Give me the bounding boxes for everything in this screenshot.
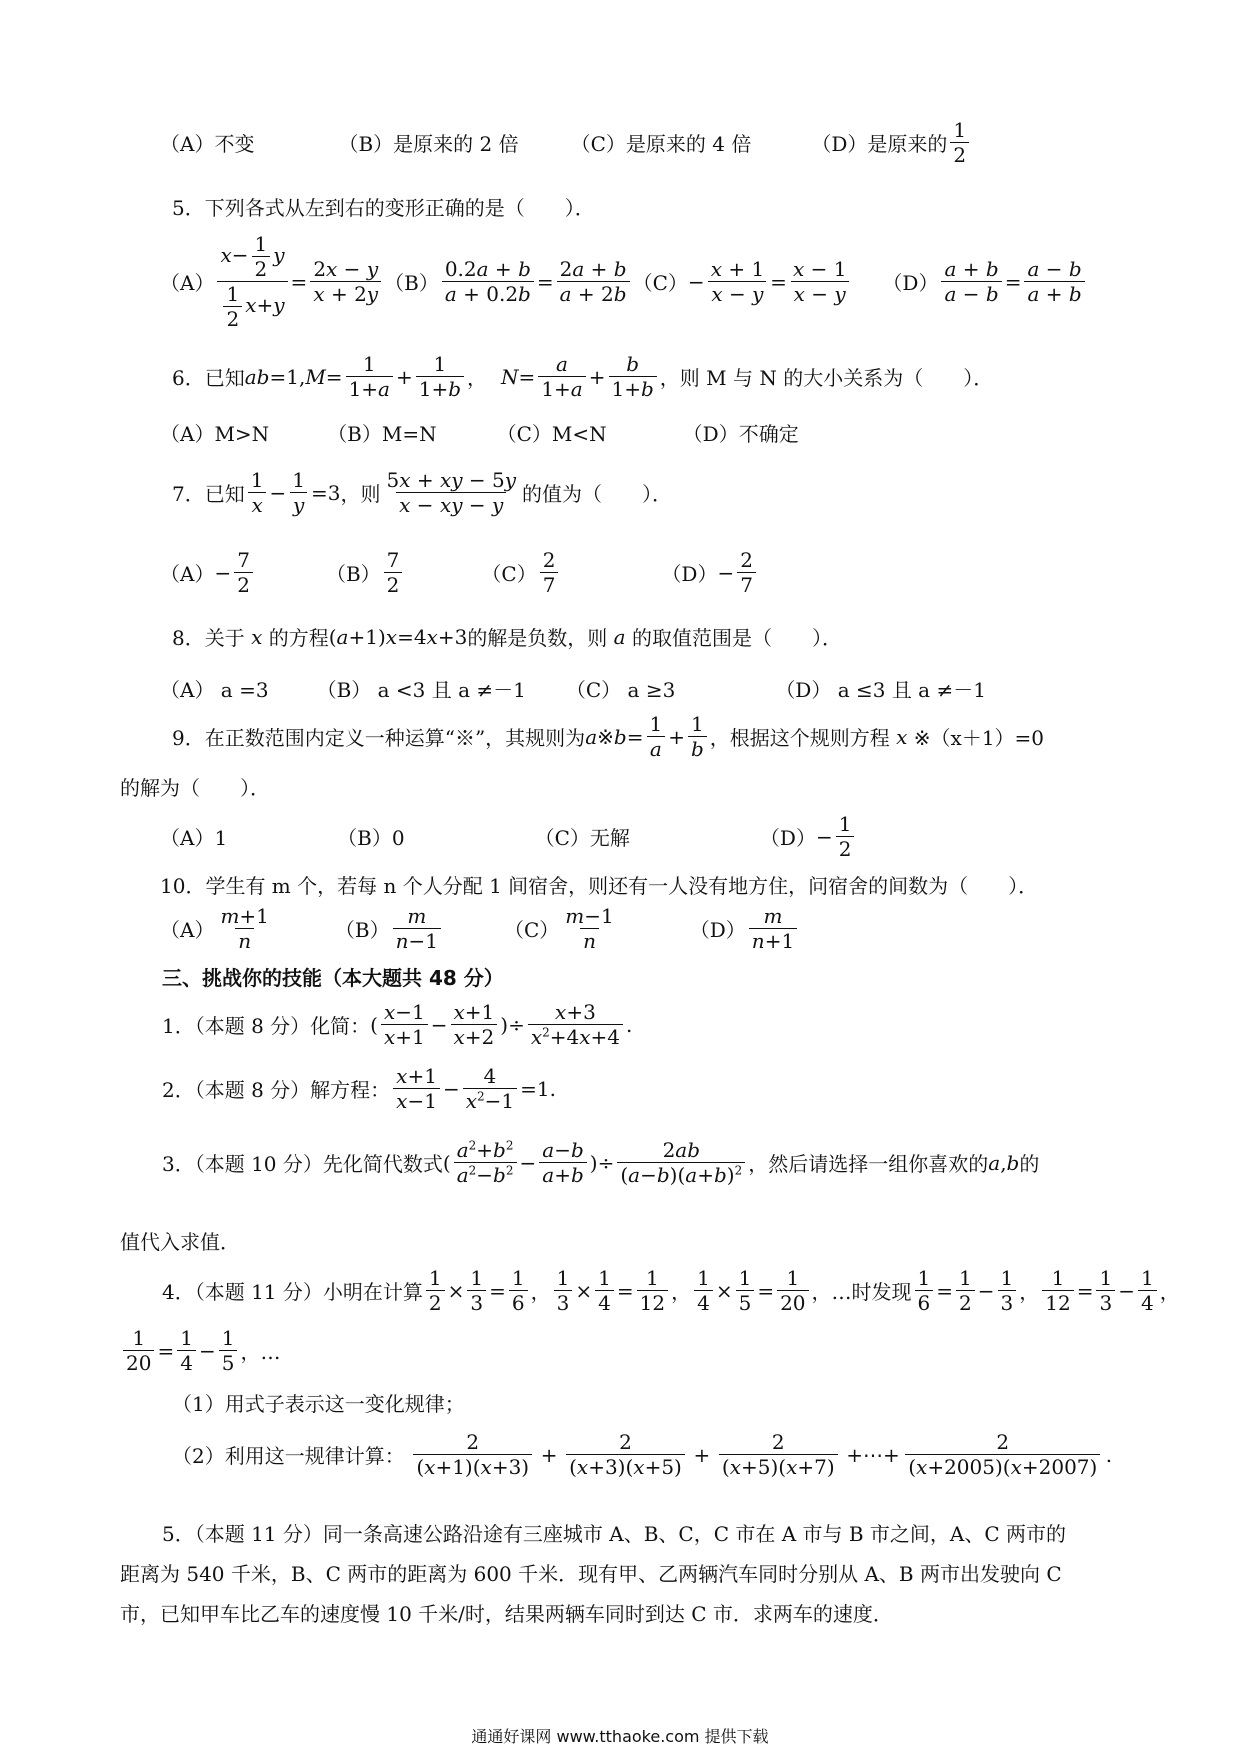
p4-sub2: （2）利用这一规律计算： $\frac{2}{(x+1)(x+3)}$ + $\frac{2}{(x+3)(x+5)}$ + $\frac{2}{(x+5)(x+7)}$ +⋯+ $\frac{2}{(x+2005)(x+2007)}$ . xyxy=(172,1430,1113,1479)
q9-stem-line2: 的解为（ ）． xyxy=(120,776,270,800)
p4-stem-b: …时发现 xyxy=(831,1280,912,1304)
q6-option-d: （D）不确定 xyxy=(682,422,799,446)
p3-stem-c: 的 xyxy=(1019,1152,1040,1176)
fraction: x− $\frac{1}{2}$ y $\frac{1}{2}$ x+y xyxy=(217,232,287,331)
q9-option-b: （B）0 xyxy=(337,826,405,850)
fraction: $\frac{x-1}{x+1}$ xyxy=(381,1000,428,1049)
q8-stem-a: 8．关于 xyxy=(172,626,245,650)
fraction: $\frac{1}{1+b}$ xyxy=(416,352,464,401)
q10-stem: 10．学生有 m 个，若每 n 个人分配 1 间宿舍，则还有一人没有地方住，问宿舍的间数为（ ）． xyxy=(160,874,1039,898)
q7-stem: 7．已知 $\frac{1}{x}$ − $\frac{1}{y}$ =3 ，则 $\frac{5x + xy - 5y}{x - xy - y}$ 的值为（ ）． xyxy=(172,468,673,517)
fraction: $\frac{1}{a}$ xyxy=(646,712,665,761)
p4: 4．（本题 11 分）小明在计算 $\frac{1}{2}$ × $\frac{1}{3}$ = $\frac{1}{6}$ ， $\frac{1}{3}$ × $\frac{1}{4}$ = $\frac{1}{12}$ ， $\frac{1}{4}$ × $\frac{1}{5}$ = $\frac{1}{20}$ ， …时发现 $\frac{1}{6}$ = $\frac{1}{2}$ − $\frac{1}{3}$ ， $\frac{1}{12}$ = $\frac{1}{3}$ − $\frac{1}{4}$ ， xyxy=(162,1266,1180,1315)
q8-stem: 8．关于 x 的方程 ( a +1) x =4 x +3 的解是负数，则 a 的取值范围是（ ）． xyxy=(172,622,842,651)
q7-label-c: （C） xyxy=(481,562,537,586)
q8-stem-b: 的方程 xyxy=(268,626,329,650)
q6-stem-b: ，则 M 与 N 的大小关系为（ ）． xyxy=(659,366,994,390)
fraction: $\frac{m}{n-1}$ xyxy=(393,904,441,953)
q9-stem-c: ※（x＋1）=0 xyxy=(913,726,1045,750)
q5-label-d: （D） xyxy=(882,271,939,295)
q4-option-d: （D）是原来的 xyxy=(811,132,948,156)
q10-label-c: （C） xyxy=(503,918,560,942)
q5-label-b: （B） xyxy=(384,271,439,295)
footer: 通通好课网 www.tthaoke.com 提供下载 xyxy=(471,1727,769,1746)
q9-stem-a: 9．在正数范围内定义一种运算“※”，其规则为 xyxy=(172,726,586,750)
fraction: $\frac{1}{1+a}$ xyxy=(346,352,393,401)
q7-stem-b: ，则 xyxy=(340,482,381,506)
p1-stem: 1．（本题 8 分）化简： xyxy=(162,1014,371,1038)
q10-label-d: （D） xyxy=(689,918,746,942)
q4-option-b: （B）是原来的 2 倍 xyxy=(338,132,519,156)
fraction: $\frac{2a + b}{a + 2b}$ xyxy=(557,257,630,306)
fraction: $\frac{a + b}{a - b}$ xyxy=(941,257,1001,306)
fraction: $\frac{x - 1}{x - y}$ xyxy=(790,257,849,306)
fraction: $\frac{m+1}{n}$ xyxy=(220,904,269,953)
p5-line1: 5．（本题 11 分）同一条高速公路沿途有三座城市 A、B、C，C 市在 A 市与 B 市之间，A、C 两市的 xyxy=(162,1522,1067,1546)
q7-stem-c: 的值为（ ）． xyxy=(522,482,673,506)
fraction: $\frac{a - b}{a + b}$ xyxy=(1024,257,1084,306)
q7-label-d: （D） xyxy=(661,562,718,586)
q9-option-c: （C）无解 xyxy=(534,826,630,850)
fraction: $\frac{1}{2}$ xyxy=(950,118,969,167)
q7-label-b: （B） xyxy=(325,562,381,586)
p4-line2: $\frac{1}{20}$ = $\frac{1}{4}$ − $\frac{1}{5}$ ，… xyxy=(120,1326,280,1375)
q6-option-b: （B）M=N xyxy=(327,422,437,446)
fraction: $\frac{x+3}{x^2+4x+4}$ xyxy=(528,1000,623,1049)
q5-stem: 5．下列各式从左到右的变形正确的是（ ）． xyxy=(172,196,595,220)
fraction: $\frac{a^2+b^2}{a^2-b^2}$ xyxy=(454,1138,517,1187)
q9-stem: 9．在正数范围内定义一种运算“※”，其规则为 a ※ b = $\frac{1}{a}$ + $\frac{1}{b}$ ，根据这个规则方程 x ※（x＋1）=0 xyxy=(172,712,1045,761)
q8-stem-d: 的取值范围是（ ）． xyxy=(631,626,842,650)
q7-options: （A） − $\frac{7}{2}$ （B） $\frac{7}{2}$ （C） $\frac{2}{7}$ （D） − $\frac{2}{7}$ xyxy=(160,548,759,597)
q9-options: （A）1 （B）0 （C）无解 （D） − $\frac{1}{2}$ xyxy=(160,812,857,861)
q4-option-a: （A）不变 xyxy=(160,132,255,156)
fraction: $\frac{m}{n+1}$ xyxy=(749,904,797,953)
q5-label-c: （C） xyxy=(632,271,688,295)
p5-line2: 距离为 540 千米，B、C 两市的距离为 600 千米．现有甲、乙两辆汽车同时分别从 A、B 两市出发驶向 C xyxy=(120,1562,1062,1586)
p2-stem: 2．（本题 8 分）解方程： xyxy=(162,1078,391,1102)
fraction: $\frac{2x - y}{x + 2y}$ xyxy=(310,257,381,306)
p3-stem-a: 3．（本题 10 分）先化简代数式 xyxy=(162,1152,443,1176)
q4-options xyxy=(160,118,972,167)
fraction: $\frac{b}{1+b}$ xyxy=(609,352,657,401)
p3-stem-b: ，然后请选择一组你喜欢的 xyxy=(748,1152,989,1176)
q8-option-d: （D） a ≤3 且 a ≠－1 xyxy=(775,678,986,702)
fraction: $\frac{m-1}{n}$ xyxy=(565,904,614,953)
q8-option-c: （C） a ≥3 xyxy=(565,678,676,702)
q5-label-a: （A） xyxy=(160,271,215,295)
p3: 3．（本题 10 分）先化简代数式 ( $\frac{a^2+b^2}{a^2-b^2}$ − $\frac{a-b}{a+b}$ )÷ $\frac{2ab}{(a-b)(a+b)^2}$ ，然后请选择一组你喜欢的 a , b 的 xyxy=(162,1138,1040,1187)
fraction: $\frac{0.2a + b}{a + 0.2b}$ xyxy=(442,257,534,306)
q8-options xyxy=(160,674,986,703)
p4-stem-a: 4．（本题 11 分）小明在计算 xyxy=(162,1280,423,1304)
fraction: $\frac{2}{7}$ xyxy=(737,548,756,597)
q8-stem-c: 的解是负数，则 xyxy=(467,626,608,650)
fraction: $\frac{a}{1+a}$ xyxy=(538,352,585,401)
fraction: $\frac{2}{7}$ xyxy=(540,548,559,597)
q8-option-a: （A） a =3 xyxy=(160,678,269,702)
q6-option-a: （A）M>N xyxy=(160,422,270,446)
fraction: $\frac{5x + xy - 5y}{x - xy - y}$ xyxy=(386,468,517,517)
p5-line3: 市，已知甲车比乙车的速度慢 10 千米/时，结果两辆车同时到达 C 市．求两车的速度． xyxy=(120,1602,893,1626)
p4-sub2-label: （2）利用这一规律计算： xyxy=(172,1444,405,1468)
q7-stem-a: 7．已知 xyxy=(172,482,245,506)
fraction: $\frac{x+1}{x+2}$ xyxy=(451,1000,498,1049)
p4-sub1: （1）用式子表示这一变化规律； xyxy=(172,1392,465,1416)
fraction: $\frac{x + 1}{x - y}$ xyxy=(708,257,767,306)
fraction: $\frac{1}{x}$ xyxy=(248,468,267,517)
fraction: $\frac{7}{2}$ xyxy=(234,548,253,597)
fraction: $\frac{x+1}{x-1}$ xyxy=(393,1064,440,1113)
q9-stem-b: ，根据这个规则方程 xyxy=(709,726,890,750)
fraction: $\frac{1}{y}$ xyxy=(289,468,308,517)
fraction: $\frac{1}{b}$ xyxy=(688,712,707,761)
q6-option-c: （C）M<N xyxy=(496,422,607,446)
q10-label-b: （B） xyxy=(334,918,390,942)
p2: 2．（本题 8 分）解方程： $\frac{x+1}{x-1}$ − $\frac{4}{x^2-1}$ =1. xyxy=(162,1064,556,1113)
q5-options: （A） x− $\frac{1}{2}$ y $\frac{1}{2}$ x+y = $\frac{2x - y}{x + 2y}$ （B） $\frac{0.2a + b}{a + 0.2b}$ = $\frac{2a + b}{a + 2b}$ （C） − $\frac{x + 1}{x - y}$ = $\frac{x - 1}{x - y}$ （D） $\frac{a + b}{a - b}$ = $\frac{a - b}{a + b}$ xyxy=(160,232,1088,331)
q10-label-a: （A） xyxy=(160,918,215,942)
fraction: $\frac{1}{2}$ xyxy=(836,812,855,861)
fraction: $\frac{a-b}{a+b}$ xyxy=(539,1138,587,1187)
p3-line2: 值代入求值． xyxy=(120,1230,240,1254)
q9-option-a: （A）1 xyxy=(160,826,228,850)
q6-stem: 6．已知 ab =1, M = $\frac{1}{1+a}$ + $\frac{1}{1+b}$ ， N = $\frac{a}{1+a}$ + $\frac{b}{1+b}$ ，则 M 与 N 的大小关系为（ ）． xyxy=(172,352,994,401)
q9-option-d: （D） xyxy=(759,826,816,850)
q10-options xyxy=(160,904,800,953)
p1: 1．（本题 8 分）化简： ( $\frac{x-1}{x+1}$ − $\frac{x+1}{x+2}$ )÷ $\frac{x+3}{x^2+4x+4}$ . xyxy=(162,1000,633,1049)
q7-label-a: （A） xyxy=(160,562,215,586)
q8-option-b: （B） a <3 且 a ≠－1 xyxy=(316,678,526,702)
section3-title: 三、挑战你的技能（本大题共 48 分） xyxy=(162,966,504,990)
fraction: $\frac{7}{2}$ xyxy=(384,548,403,597)
q6-options xyxy=(160,418,799,447)
fraction: $\frac{4}{x^2-1}$ xyxy=(463,1064,517,1113)
fraction: $\frac{2ab}{(a-b)(a+b)^2}$ xyxy=(617,1138,745,1187)
q4-option-c: （C）是原来的 4 倍 xyxy=(570,132,752,156)
q6-stem-a: 6．已知 xyxy=(172,366,245,390)
